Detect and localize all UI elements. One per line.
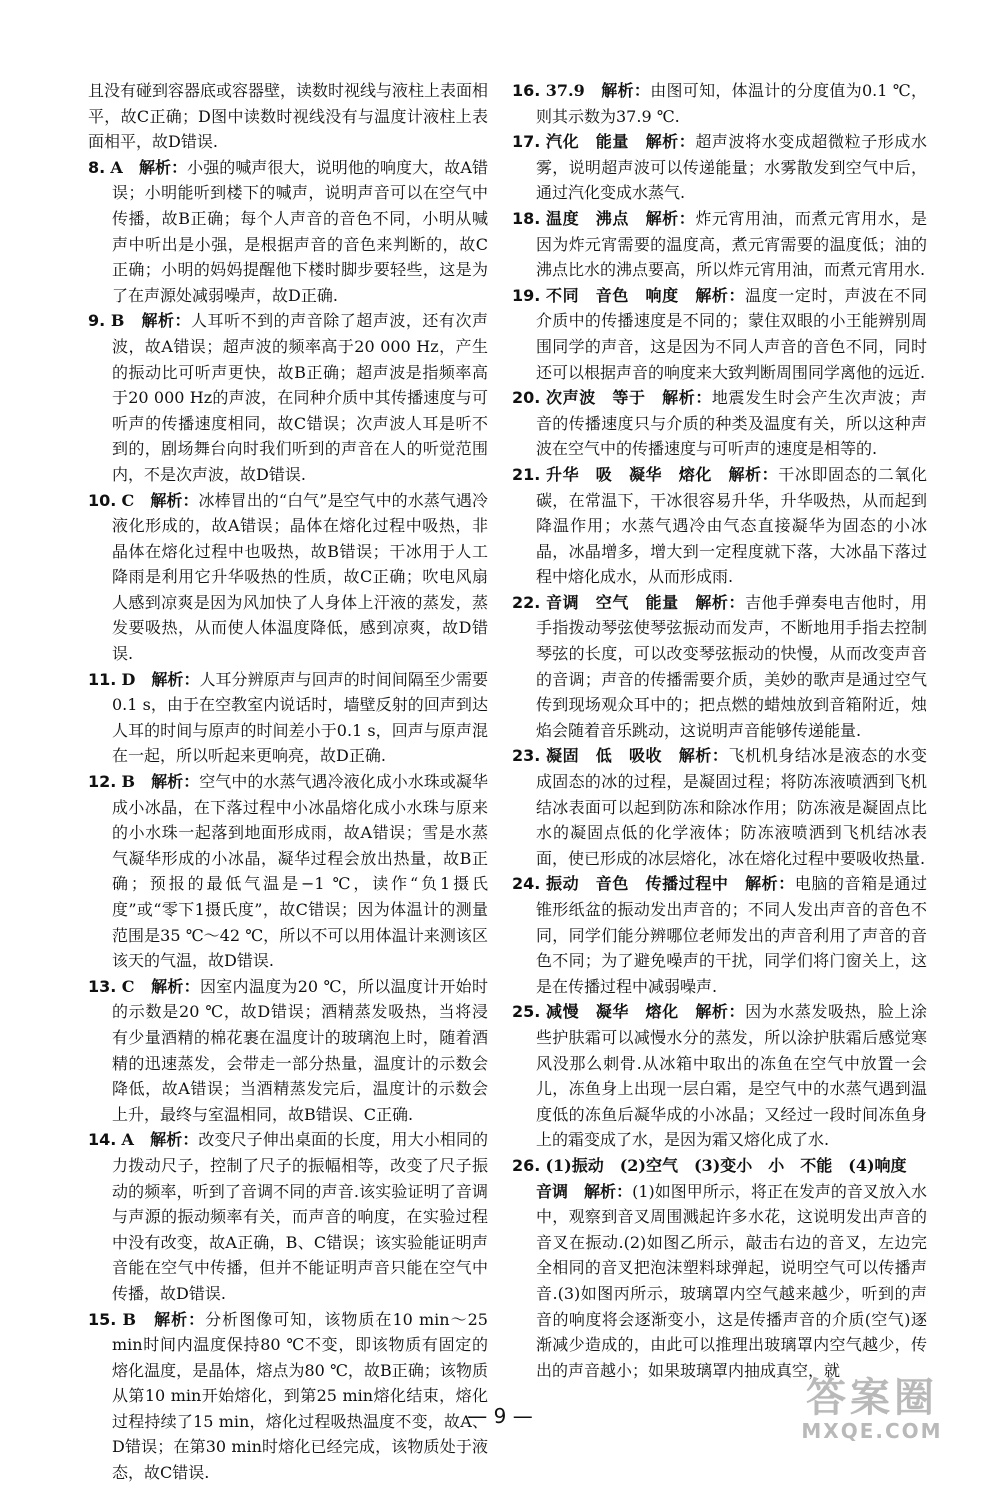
analysis-label: 解析：: [150, 490, 199, 510]
answer-entry: [88, 308, 488, 487]
analysis-text: 因室内温度为20 ℃，所以温度计开始时的示数是20 ℃，故D错误；酒精蒸发吸热，当将浸有少量酒精的棉花裹在温度计的玻璃泡上时，随着酒精的迅速蒸发，会带走一部分热量，温度计的示数会降低，故A错误；当酒精蒸发完后，温度计的示数会上升，最终与室温相同，故B错误、C正确.: [112, 976, 488, 1124]
question-number: 23.: [512, 746, 541, 766]
analysis-text: 干冰即固态的二氧化碳，在常温下，干冰很容易升华，升华吸热，从而起到降温作用；水蒸气遇冷由气态直接凝华为固态的小冰晶，冰晶增多，增大到一定程度就下落，大冰晶下落过程中熔化成水，从而形成雨.: [536, 464, 927, 587]
answer-value: C: [121, 976, 135, 996]
answer-entry: [88, 1127, 488, 1306]
analysis-label: 解析：: [695, 285, 746, 305]
answer-entry: [512, 283, 927, 385]
page-number: — 9 —: [467, 1404, 533, 1428]
answer-entry: [88, 769, 488, 974]
answer-value: 振动 音色 传播过程中: [546, 874, 729, 894]
left-column: [88, 78, 488, 1486]
watermark-line1: 答案圈: [806, 1375, 938, 1421]
answer-entry: [512, 78, 927, 129]
analysis-text: (1)如图甲所示，将正在发声的音叉放入水中，观察到音叉周围溅起许多水花，这说明发出声音的音叉在振动.(2)如图乙所示，敲击右边的音叉，左边完全相同的音叉把泡沫塑料球弹起，说明空气可以传播声音.(3)如图丙所示，玻璃罩内空气越来越少，听到的声音的响度将会逐渐变小，这是传播声音的介质(空气)逐渐减少造成的，由此可以推理出玻璃罩内空气越少，传出的声音越小；如果玻璃罩内抽成真空，就: [536, 1181, 927, 1380]
answer-entry: [88, 155, 488, 309]
analysis-label: 解析：: [745, 874, 795, 894]
answer-value: 减慢 凝华 熔化: [546, 1002, 679, 1022]
analysis-label: 解析：: [678, 746, 729, 766]
analysis-label: 解析：: [154, 1309, 206, 1329]
answer-value: 音调: [536, 1181, 569, 1201]
analysis-label: 解析：: [728, 464, 779, 484]
right-column: [512, 78, 927, 1383]
analysis-label: 解析：: [662, 388, 712, 408]
analysis-text: 因为水蒸发吸热，脸上涂些护肤霜可以减慢水分的蒸发，所以涂护肤霜后感觉寒风没那么刺骨.从冰箱中取出的冻鱼在空气中放置一会儿，冻鱼身上出现一层白霜，是空气中的水蒸气遇到温度低的冻鱼后凝华成的小冰晶；又经过一段时间冻鱼身上的霜变成了水，是因为霜又熔化成了水.: [536, 1002, 927, 1150]
analysis-label: 解析：: [150, 1130, 199, 1150]
analysis-label: 解析：: [141, 311, 192, 331]
question-number: 8.: [88, 157, 106, 177]
analysis-text: 且没有碰到容器底或容器壁，读数时视线与液柱上表面相平，故C正确；D图中读数时视线没有与温度计液柱上表面相平，故D错误.: [88, 81, 489, 152]
analysis-text: 温度一定时，声波在不同介质中的传播速度是不同的；蒙住双眼的小王能辨别周围同学的声音，这是因为不同人声音的音色不同，同时还可以根据声音的响度来大致判断周围同学离他的远近.: [536, 285, 927, 382]
analysis-label: 解析：: [695, 592, 746, 612]
answer-value: 汽化 能量: [546, 132, 629, 152]
answer-entry: [88, 488, 488, 667]
answer-value: B: [122, 1309, 136, 1329]
answer-entry: [88, 78, 488, 155]
question-number: 14.: [88, 1130, 117, 1150]
answer-entry: [512, 385, 927, 462]
answer-entry: [512, 1179, 927, 1384]
question-number: 12.: [88, 772, 117, 792]
answer-value: 不同 音色 响度: [546, 285, 679, 305]
answer-entry: [512, 206, 927, 283]
question-number: 25.: [512, 1002, 541, 1022]
analysis-label: 解析：: [695, 1002, 746, 1022]
watermark-line2: MXQE.COM: [801, 1419, 943, 1443]
answer-entry: [512, 129, 927, 206]
question-number: 15.: [88, 1309, 117, 1329]
watermark-logo: [762, 1376, 982, 1446]
answer-value: 升华 吸 凝华 熔化: [546, 464, 712, 484]
analysis-text: 由图可知，体温计的分度值为0.1 ℃，则其示数为37.9 ℃.: [536, 81, 927, 126]
answer-value: B: [121, 772, 136, 792]
answer-entry: [512, 462, 927, 590]
answer-entry: [512, 999, 927, 1153]
question-number: 9.: [88, 311, 106, 331]
answer-value: 次声波 等于: [546, 388, 646, 408]
question-number: 17.: [512, 132, 541, 152]
answer-value: (1)振动 (2)空气 (3)变小 小 不能 (4)响度: [545, 1155, 907, 1175]
answer-value: 音调 空气 能量: [546, 592, 679, 612]
analysis-label: 解析：: [151, 976, 200, 996]
answer-value: 温度 沸点: [546, 208, 629, 228]
analysis-text: 冰棒冒出的“白气”是空气中的水蒸气遇冷液化形成的，故A错误；晶体在熔化过程中吸热，非晶体在熔化过程中也吸热，故B错误；干冰用于人工降雨是利用它升华吸热的性质，故C正确；吹电风扇人感到凉爽是因为风加快了人身体上汗液的蒸发，蒸发要吸热，从而使人体温度降低，感到凉爽，故D错误.: [112, 490, 488, 664]
analysis-label: 解析：: [151, 772, 200, 792]
analysis-label: 解析：: [138, 157, 188, 177]
analysis-label: 解析：: [645, 208, 696, 228]
answer-value: D: [121, 669, 136, 689]
analysis-text: 分析图像可知，该物质在10 min～25 min时间内温度保持80 ℃不变，即该物质有固定的熔化温度，是晶体，熔点为80 ℃，故B正确；该物质从第10 min开始熔化，到第25 min熔化结束，熔化过程持续了15 min，熔化过程吸热温度不变，故A、D错误；在第30 min时熔化已经完成，该物质处于液态，故C错误.: [112, 1309, 488, 1483]
analysis-label: 解析：: [601, 81, 651, 100]
analysis-text: 改变尺子伸出桌面的长度，用大小相同的力拨动尺子，控制了尺子的振幅相等，改变了尺子振动的频率，听到了音调不同的声音.该实验证明了音调与声源的振动频率有关，而声音的响度，在实验过程中没有改变，故A正确，B、C错误；该实验能证明声音能在空气中传播，但并不能证明声音只能在空气中传播，故D错误.: [112, 1130, 488, 1303]
answer-value: C: [121, 490, 135, 510]
question-number: 11.: [88, 669, 117, 689]
answer-entry: [512, 743, 927, 871]
analysis-text: 飞机机身结冰是液态的水变成固态的冰的过程，是凝固过程；将防冻液喷洒到飞机结冰表面可以起到防冻和除冰作用；防冻液是凝固点比水的凝固点低的化学液体；防冻液喷洒到飞机结冰表面，使已形成的冰层熔化，冰在熔化过程中要吸收热量.: [536, 746, 927, 868]
analysis-text: 电脑的音箱是通过锥形纸盆的振动发出声音的；不同人发出声音的音色不同，同学们能分辨哪位老师发出的声音利用了声音的音色不同；为了避免噪声的干扰，同学们将门窗关上，这是在传播过程中减弱噪声.: [536, 874, 927, 996]
analysis-text: 吉他手弹奏电吉他时，用手指拨动琴弦使琴弦振动而发声，不断地用手指去控制琴弦的长度，可以改变琴弦振动的快慢，从而改变声音的音调；声音的传播需要介质，美妙的歌声是通过空气传到现场观众耳中的；把点燃的蜡烛放到音箱附近，烛焰会随着音乐跳动，这说明声音能够传递能量.: [536, 592, 927, 740]
answer-value: A: [121, 1130, 134, 1150]
analysis-text: 空气中的水蒸气遇冷液化成小水珠或凝华成小冰晶，在下落过程中小冰晶熔化成小水珠与原来的小水珠一起落到地面形成雨，故A错误；雪是水蒸气凝华形成的小冰晶，凝华过程会放出热量，故B正确；预报的最低气温是−1 ℃，读作“负1摄氏度”或“零下1摄氏度”，故C错误；因为体温计的测量范围是35 ℃～42 ℃，所以不可以用体温计来测该区该天的气温，故D错误.: [112, 772, 488, 971]
analysis-text: 人耳分辨原声与回声的时间间隔至少需要0.1 s，由于在空教室内说话时，墙壁反射的回声到达人耳的时间与原声的时间差小于0.1 s，回声与原声混在一起，所以听起来更响亮，故D正确.: [112, 669, 488, 766]
answer-entry: [512, 590, 927, 744]
question-number: 18.: [512, 208, 541, 228]
answer-entry: [88, 1307, 488, 1486]
analysis-label: 解析：: [151, 669, 200, 689]
answer-entry: [512, 871, 927, 999]
answer-value: 凝固 低 吸收: [546, 746, 663, 766]
question-number: 24.: [512, 874, 541, 894]
analysis-label: 解析：: [584, 1181, 633, 1201]
question-number: 16.: [512, 81, 541, 100]
analysis-text: 炸元宵用油，而煮元宵用水，是因为炸元宵需要的温度高，煮元宵需要的温度低；油的沸点比水的沸点要高，所以炸元宵用油，而煮元宵用水.: [536, 208, 927, 280]
question-number: 21.: [512, 464, 541, 484]
analysis-text: 人耳听不到的声音除了超声波，还有次声波，故A错误；超声波的频率高于20 000 Hz，产生的振动比可听声更快，故B正确；超声波是指频率高于20 000 Hz的声波，在同种介质中其传播速度与可听声的传播速度相同，故C错误；次声波人耳是听不到的，剧场舞台向时我们听到的声音在人的听觉范围内，不是次声波，故D错误.: [112, 311, 488, 484]
answer-value: B: [110, 311, 125, 331]
answer-entry: [88, 974, 488, 1128]
answer-entry: [88, 667, 488, 769]
answer-value: 37.9: [545, 81, 585, 100]
question-number: 20.: [512, 388, 541, 408]
question-number: 13.: [88, 976, 117, 996]
analysis-text: 小强的喊声很大，说明他的响度大，故A错误；小明能听到楼下的喊声，说明声音可以在空气中传播，故B正确；每个人声音的音色不同，小明从喊声中听出是小强，是根据声音的音色来判断的，故C正确；小明的妈妈提醒他下楼时脚步要轻些，这是为了在声源处减弱噪声，故D正确.: [112, 157, 488, 305]
analysis-text: 地震发生时会产生次声波；声音的传播速度只与介质的种类及温度有关，所以这种声波在空气中的传播速度与可听声的速度是相等的.: [536, 388, 927, 459]
answer-entry: [512, 1153, 927, 1179]
analysis-text: 超声波将水变成超微粒子形成水雾，说明超声波可以传递能量；水雾散发到空气中后，通过汽化变成水蒸气.: [536, 132, 927, 203]
question-number: 22.: [512, 592, 541, 612]
answer-value: A: [110, 157, 123, 177]
question-number: 19.: [512, 285, 541, 305]
analysis-label: 解析：: [645, 132, 696, 152]
question-number: 26.: [512, 1155, 541, 1175]
question-number: 10.: [88, 490, 117, 510]
